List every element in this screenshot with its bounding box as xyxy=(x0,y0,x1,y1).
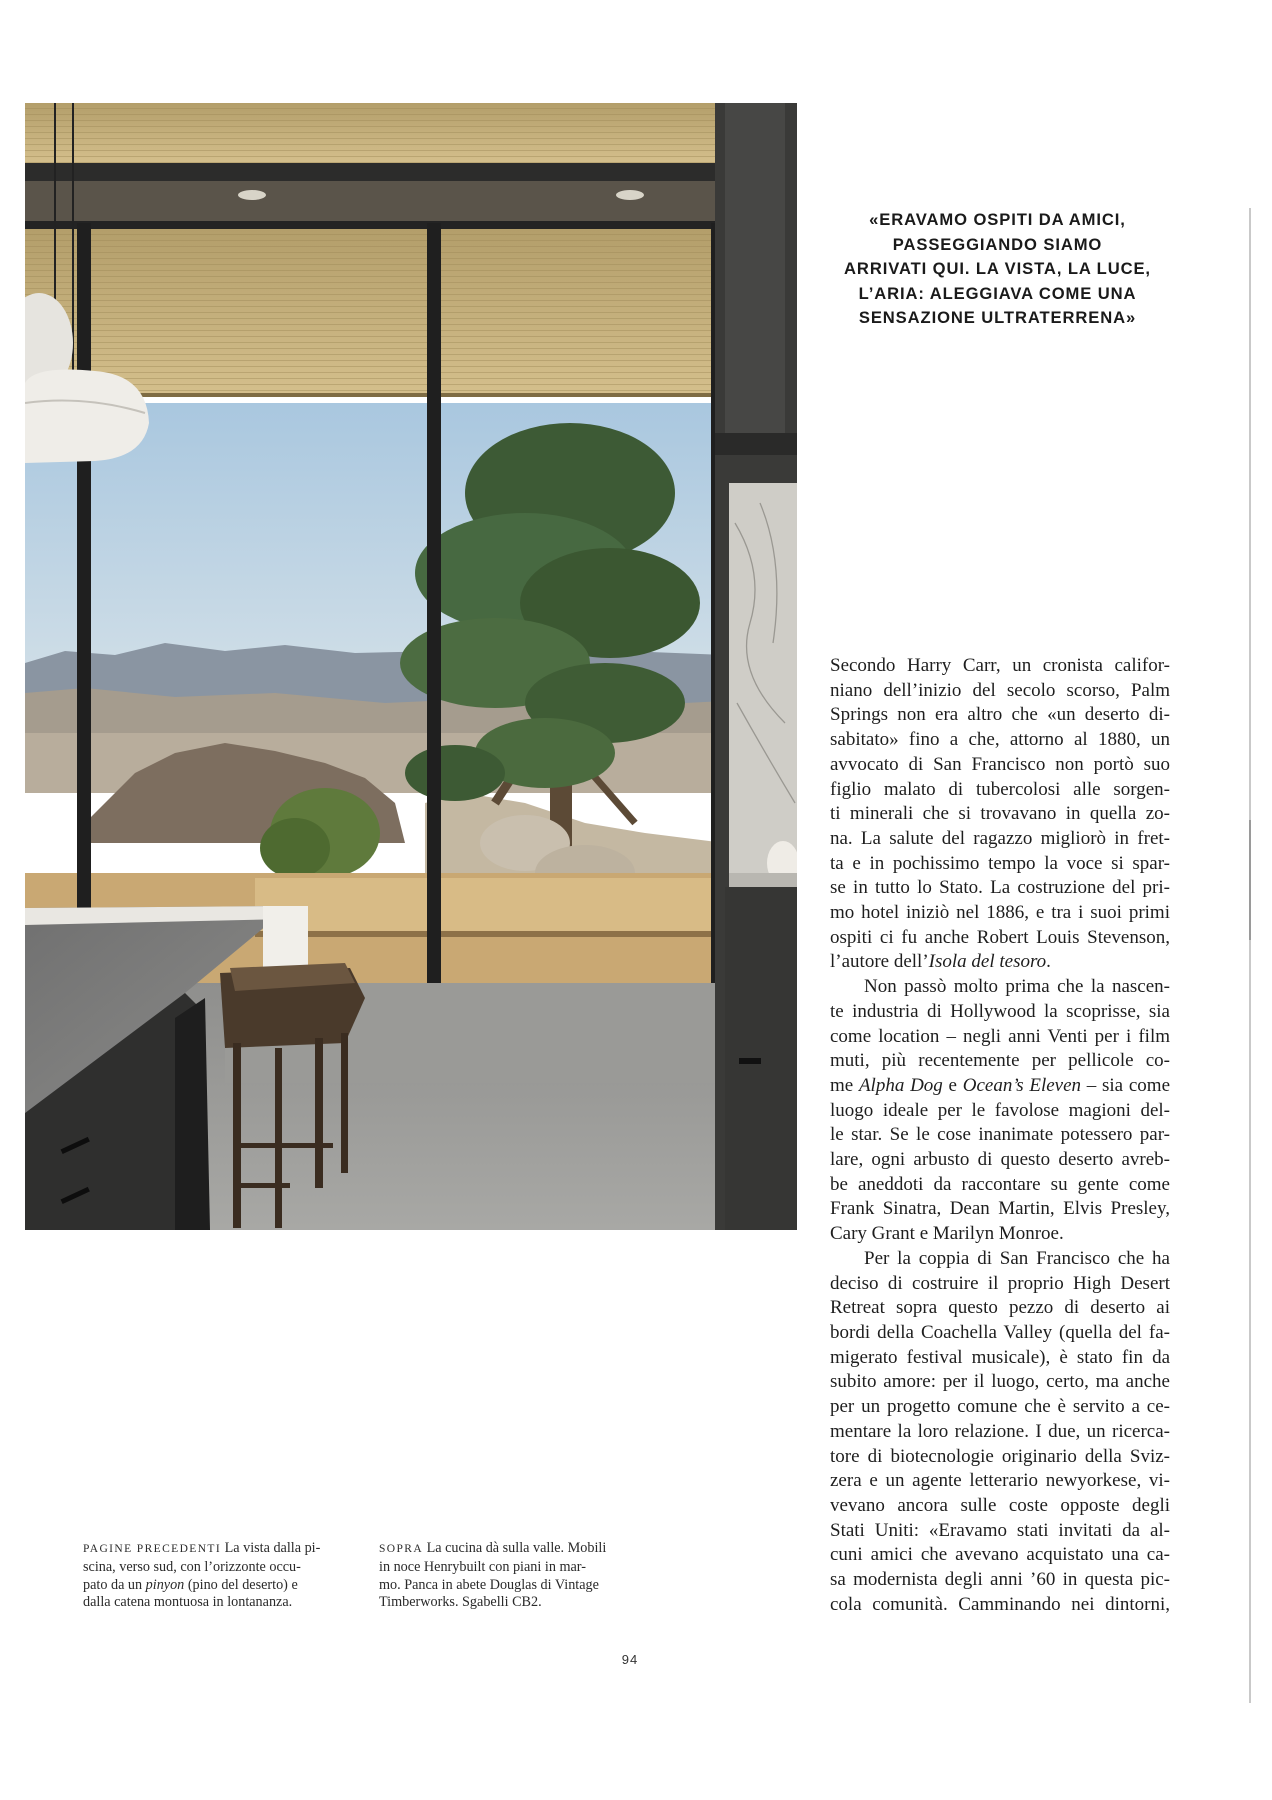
body-line: sabitato» fino a che, attorno al 1880, un xyxy=(830,729,1170,751)
film-title: Ocean’s Eleven xyxy=(962,1074,1082,1096)
body-line: Stati Uniti: «Eravamo stati invitati da al- xyxy=(830,1519,1170,1541)
pull-quote xyxy=(820,208,1175,331)
body-line: mo hotel iniziò nel 1886, e tra i suoi primi xyxy=(830,902,1170,924)
body-line: Secondo Harry Carr, un cronista califor- xyxy=(830,655,1170,676)
body-line: cola comunità. Camminando nei dintorni, xyxy=(830,1593,1170,1615)
body-line: sa modernista degli anni ’60 in questa pic- xyxy=(830,1569,1170,1591)
caption-line: mo. Panca in abete Douglas di Vintage xyxy=(379,1576,599,1593)
caption-label: SOPRA xyxy=(379,1543,424,1555)
body-line: be aneddoti da raccontare su gente come xyxy=(830,1173,1170,1195)
body-text-run: l’autore dell’ xyxy=(830,951,929,973)
body-line: mentare la loro relazione. I due, un ricerca- xyxy=(830,1420,1170,1442)
caption-line: scina, verso sud, con l’orizzonte occu- xyxy=(83,1558,301,1575)
body-line: vevano ancora sulle coste opposte degli xyxy=(830,1494,1170,1516)
body-line: Retreat sopra questo pezzo di deserto ai xyxy=(830,1297,1170,1319)
body-line: cuni amici che avevano acquistato una ca- xyxy=(830,1544,1170,1566)
body-line: tore di biotecnologie originario della Sviz- xyxy=(830,1445,1170,1467)
pull-quote-line: L’ARIA: ALEGGIAVA COME UNA xyxy=(858,283,1137,303)
body-line: come location – negli anni Venti per i film xyxy=(830,1025,1170,1047)
gutter-line xyxy=(1249,208,1251,1703)
caption-line xyxy=(83,1577,345,1595)
body-line: Frank Sinatra, Dean Martin, Elvis Presley, xyxy=(830,1198,1170,1220)
body-text-run: e xyxy=(942,1074,963,1096)
caption-line: dalla catena montuosa in lontananza. xyxy=(83,1594,293,1611)
pull-quote-line: «ERAVAMO OSPITI DA AMICI, xyxy=(869,210,1126,229)
body-line: ti minerali che si trovavano in quella zo- xyxy=(830,803,1170,825)
body-line xyxy=(830,950,1170,975)
body-line: ta e in pochissimo tempo la voce si spar- xyxy=(830,852,1170,874)
body-line: Cary Grant e Marilyn Monroe. xyxy=(830,1223,1064,1245)
caption-line xyxy=(83,1540,345,1559)
photo-caption-above xyxy=(379,1540,641,1612)
body-line: niano dell’inizio del secolo scorso, Palm xyxy=(830,679,1170,701)
body-line: zera e un agente letterario newyorkese, vi- xyxy=(830,1470,1170,1492)
body-line: Per la coppia di San Francisco che ha xyxy=(864,1247,1170,1269)
kitchen-photo xyxy=(25,103,797,1230)
page-number: 94 xyxy=(621,1652,639,1667)
body-line: se in tutto lo Stato. La costruzione del pri- xyxy=(830,877,1170,899)
body-line: bordi della Coachella Valley (quella del fa- xyxy=(830,1321,1170,1343)
body-line: figlio malato di tubercolosi alle sorgen- xyxy=(830,778,1170,800)
body-line: muti, più recentemente per pellicole co- xyxy=(830,1050,1170,1072)
body-line: le star. Se le cose inanimate potessero par- xyxy=(830,1124,1170,1146)
gutter-line-shadow xyxy=(1249,820,1251,940)
body-line: migerato festival musicale), è stato fin da xyxy=(830,1346,1170,1368)
body-line: avvocato di San Francisco non portò suo xyxy=(830,753,1170,775)
pull-quote-line: PASSEGGIANDO SIAMO xyxy=(892,234,1103,254)
body-line: Springs non era altro che «un deserto di- xyxy=(830,704,1170,726)
caption-text: (pino del deserto) e xyxy=(184,1576,298,1593)
caption-label: PAGINE PRECEDENTI xyxy=(83,1543,222,1555)
caption-line xyxy=(379,1540,641,1559)
body-line: per un progetto comune che è servito a ce- xyxy=(830,1396,1170,1418)
film-title: Alpha Dog xyxy=(858,1074,943,1096)
body-text-run: – sia come xyxy=(1081,1074,1171,1096)
caption-line: Timberworks. Sgabelli CB2. xyxy=(379,1594,542,1611)
body-text-run: . xyxy=(1046,951,1051,973)
photo-caption-previous-pages xyxy=(83,1540,345,1612)
pull-quote-line: ARRIVATI QUI. LA VISTA, LA LUCE, xyxy=(844,259,1151,278)
body-text-run: me xyxy=(830,1074,859,1096)
body-line: na. La salute del ragazzo migliorò in fret- xyxy=(830,827,1170,849)
book-title: Isola del tesoro xyxy=(928,951,1047,973)
body-line: lare, ogni arbusto di questo deserto avreb- xyxy=(830,1149,1170,1171)
body-line: ospiti ci fu anche Robert Louis Stevenson, xyxy=(830,926,1170,948)
caption-text: La cucina dà sulla valle. Mobili xyxy=(423,1540,607,1556)
article-body xyxy=(830,654,1170,1617)
caption-text: pato da un xyxy=(83,1576,146,1593)
caption-line: in noce Henrybuilt con piani in mar- xyxy=(379,1558,586,1575)
body-line xyxy=(830,1074,1170,1099)
body-line: Non passò molto prima che la nascen- xyxy=(864,976,1170,998)
body-line: deciso di costruire il proprio High Desert xyxy=(830,1272,1170,1294)
body-line: subito amore: per il luogo, certo, ma anche xyxy=(830,1371,1170,1393)
caption-italic: pinyon xyxy=(145,1576,185,1593)
caption-text: La vista dalla pi- xyxy=(221,1540,321,1556)
body-line: luogo ideale per le favolose magioni del- xyxy=(830,1099,1170,1121)
body-line: te industria di Hollywood la scoprisse, sia xyxy=(830,1000,1170,1022)
pull-quote-line: SENSAZIONE ULTRATERRENA» xyxy=(858,308,1137,327)
